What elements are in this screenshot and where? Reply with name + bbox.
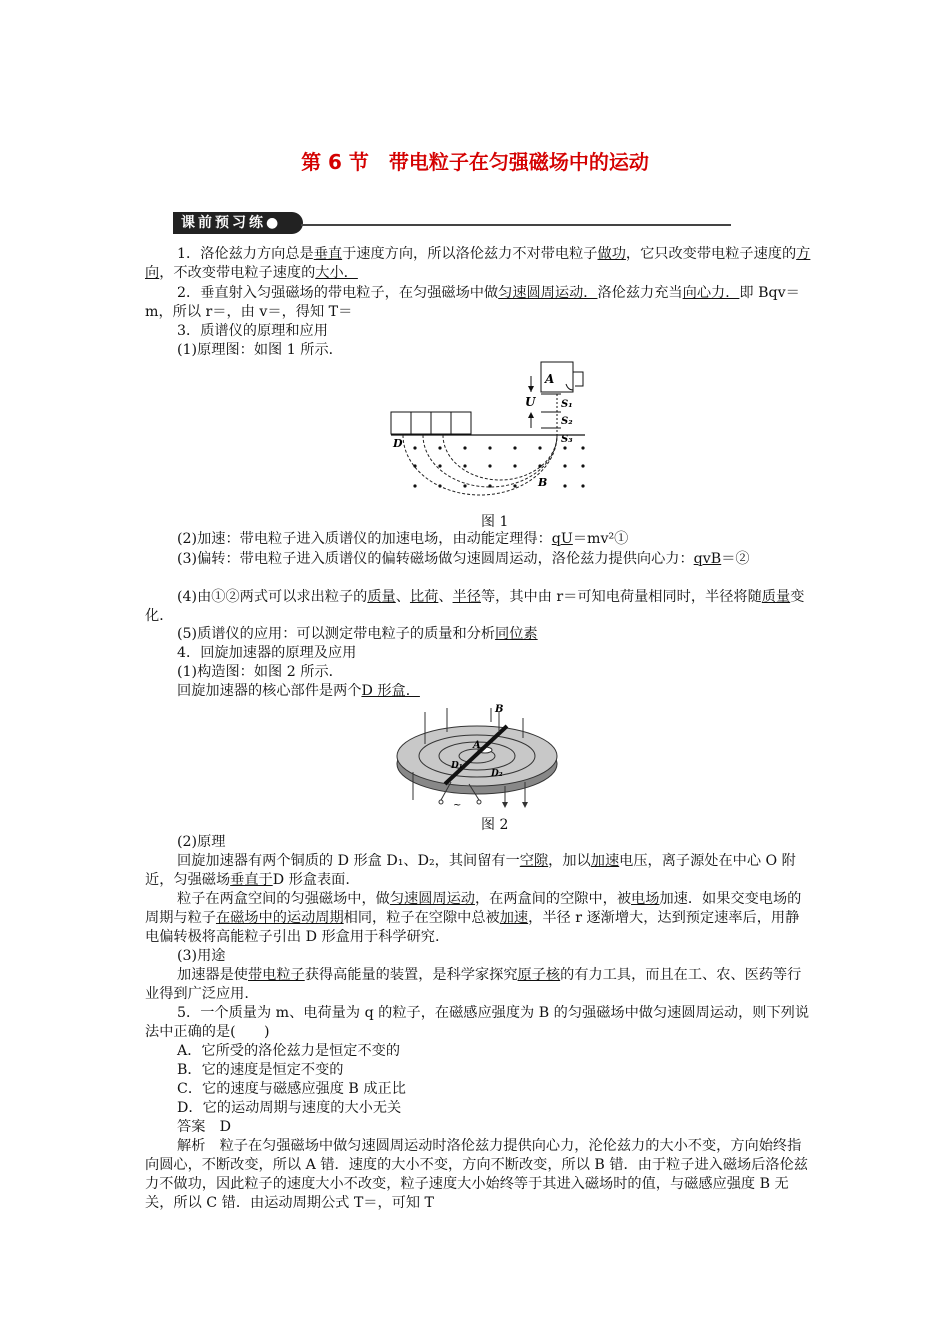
option-b: B．它的速度是恒定不变的: [177, 1062, 344, 1078]
paragraph-3-3: (3)偏转：带电粒子进入质谱仪的偏转磁场做匀速圆周运动，洛伦兹力提供向心力：qvB＝②: [177, 551, 750, 567]
label-S3: S₃: [561, 434, 573, 445]
label-S1: S₁: [561, 399, 573, 410]
paragraph-3-1: (1)原理图：如图 1 所示．: [177, 342, 343, 358]
paragraph-2: 2．垂直射入匀强磁场的带电粒子，在匀强磁场中做匀速圆周运动．洛伦兹力充当向心力．即 Bqv＝m，所以 r＝，由 v＝，得知 T＝: [145, 285, 800, 320]
label-B: B: [538, 476, 548, 489]
option-c: C．它的速度与磁感应强度 B 成正比: [177, 1081, 406, 1097]
label-D: D: [393, 437, 403, 450]
paragraph-4-1: (1)构造图：如图 2 所示．: [177, 664, 343, 680]
page-title: 第 6 节 带电粒子在匀强磁场中的运动: [301, 150, 649, 174]
banner-divider: [301, 224, 731, 226]
label-D1: D₁: [451, 761, 463, 771]
paragraph-4-2b: 粒子在两盒空间的匀强磁场中，做匀速圆周运动，在两盒间的空隙中，被电场加速．如果交变电场的周期与粒子在磁场中的运动周期相同，粒子在空隙中总被加速，半径 r 逐渐增大，达到预定速率后，用静电偏转极将高能粒子引出 D 形盒用于科学研究.: [145, 891, 802, 945]
answer: 答案 D: [177, 1119, 231, 1135]
label-B: B: [495, 704, 504, 715]
figure-2-cyclotron: [395, 702, 560, 810]
label-A: A: [473, 740, 481, 751]
section-banner: [173, 212, 303, 234]
paragraph-3-4: (4)由①②两式可以求出粒子的质量、比荷、半径等，其中由 r＝可知电荷量相同时，半径将随质量变化．: [145, 589, 805, 624]
paragraph-4-1b: 回旋加速器的核心部件是两个D 形盒．: [177, 683, 420, 699]
label-U: U: [525, 395, 536, 409]
ac-source-symbol: ~: [453, 800, 462, 810]
paragraph-4-2a: 回旋加速器有两个铜质的 D 形盒 D₁、D₂，其间留有一空隙，加以加速电压，离子源处在中心 O 附近，匀强磁场垂直于D 形盒表面.: [145, 853, 796, 888]
option-d: D．它的运动周期与速度的大小无关: [177, 1100, 402, 1116]
paragraph-4-3: (3)用途: [177, 948, 226, 964]
label-D2: D₂: [491, 769, 503, 779]
paragraph-4: 4．回旋加速器的原理及应用: [177, 645, 357, 661]
label-S2: S₂: [561, 416, 573, 427]
analysis: 解析 粒子在匀强磁场中做匀速圆周运动时洛伦兹力提供向心力，沦伦兹力的大小不变，方向始终指向圆心，不断改变，所以 A 错．速度的大小不变，方向不断改变，所以 B 错．由于粒子进入磁场后洛伦兹力不做功，因此粒子的速度大小不改变，粒子速度大小始终等于其进入磁场时的值，与磁感应强度 B 无关，所以 C 错．由运动周期公式 T＝，可知 T: [145, 1138, 808, 1211]
figure-2-caption: 图 2: [481, 817, 509, 833]
paragraph-4-2: (2)原理: [177, 834, 226, 850]
paragraph-1: 1．洛伦兹力方向总是垂直于速度方向，所以洛伦兹力不对带电粒子做功，它只改变带电粒子速度的方向，不改变带电粒子速度的大小．: [145, 246, 811, 281]
question-5: 5．一个质量为 m、电荷量为 q 的粒子，在磁感应强度为 B 的匀强磁场中做匀速圆周运动，则下列说法中正确的是( ): [145, 1005, 810, 1040]
figure-1-mass-spectrometer: [385, 358, 600, 508]
paragraph-3-5: (5)质谱仪的应用：可以测定带电粒子的质量和分析同位素: [177, 626, 538, 642]
figure-1-caption: 图 1: [481, 514, 509, 530]
section-label: 课前预习练●: [173, 212, 303, 234]
label-A: A: [545, 372, 555, 386]
magnetic-field-dots: [413, 446, 584, 487]
paragraph-3-2: (2)加速：带电粒子进入质谱仪的加速电场，由动能定理得：qU＝mv²①: [177, 531, 629, 547]
paragraph-3: 3．质谱仪的原理和应用: [177, 323, 328, 339]
paragraph-4-3a: 加速器是使带电粒子获得高能量的装置，是科学家探究原子核的有力工具，而且在工、农、医药等行业得到广泛应用.: [145, 967, 802, 1002]
option-a: A．它所受的洛伦兹力是恒定不变的: [177, 1043, 401, 1059]
